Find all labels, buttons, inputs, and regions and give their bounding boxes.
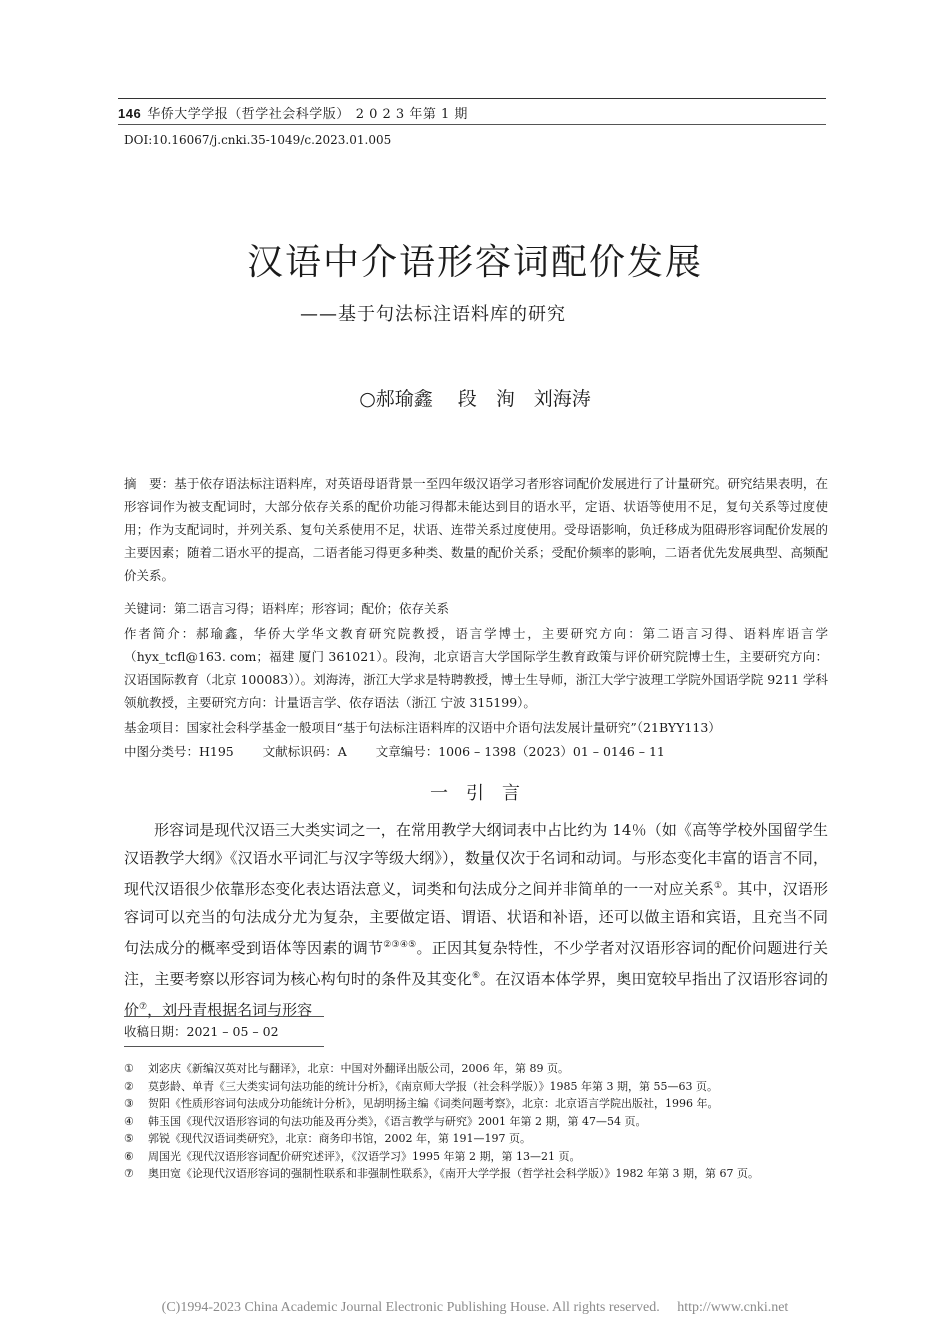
para-seg-2: 。其中，汉语形容词可以充当的句法成分尤为复杂，主要做定语、谓语、状语和补语，还可以做主语和宾语，且充当不同句法成分的概率受到语体等因素的调节 <box>124 880 828 957</box>
journal-name: 华侨大学学报（哲学社会科学版） <box>147 107 350 122</box>
footnote-item <box>124 1130 828 1148</box>
footnote-text: 贺阳《性质形容词句法成分功能统计分析》，见胡明扬主编《词类问题考察》，北京：北京语言学院出版社，1996 年。 <box>148 1097 719 1110</box>
footnote-ref-6[interactable]: ⑥ <box>471 971 481 981</box>
footnote-rule-2 <box>124 1046 324 1047</box>
footnote-marker: ① <box>124 1062 134 1075</box>
para-seg-3: 。正因其复杂特性，不少学者对汉语形容词的配价问题进行关注，主要考察以形容词为核心构句时的条件及其变化 <box>124 939 828 988</box>
footnote-marker: ② <box>124 1079 134 1093</box>
footnote-item <box>124 1060 828 1078</box>
footnote-list <box>124 1060 828 1183</box>
footnote-ref-1[interactable]: ① <box>714 881 723 891</box>
footnote-marker: ⑤ <box>124 1132 134 1145</box>
para-seg-1: 形容词是现代汉语三大类实词之一，在常用教学大纲词表中占比约为 14％（如《高等学校外国留学生汉语教学大纲》《汉语水平词汇与汉字等级大纲》），数量仅次于名词和动词。与形态变化丰富的语言不同，现代汉语很少依靠形态变化表达语法意义，词类和句法成分之间并非简单的一一对应关系 <box>124 821 828 898</box>
keywords-text: 第二语言习得；语料库；形容词；配价；依存关系 <box>174 601 450 616</box>
footnote-ref-7[interactable]: ⑦ <box>139 1002 148 1012</box>
header-rule <box>118 124 826 125</box>
footnote-marker: ⑥ <box>124 1149 134 1163</box>
received-date: 收稿日期：2021 – 05 – 02 <box>124 1024 279 1039</box>
page-number: 146 <box>118 106 142 121</box>
keywords <box>124 597 828 620</box>
para-seg-4: 。在汉语本体学界，奥田宽较早指出了汉语形容词的价 <box>124 970 828 1019</box>
doi[interactable]: DOI:10.16067/j.cnki.35-1049/c.2023.01.005 <box>124 133 392 147</box>
footnote-marker: ④ <box>124 1114 134 1128</box>
top-rule <box>118 98 826 99</box>
footnote-item <box>124 1095 828 1113</box>
footnote-text: 周国光《现代汉语形容词配价研究述评》，《汉语学习》1995 年第 2 期，第 13—21 页。 <box>148 1149 581 1163</box>
copyright-watermark: (C)1994-2023 China Academic Journal Electronic Publishing House. All rights reserved. http://www.cnki.net <box>161 1300 789 1315</box>
footnote-text: 莫彭龄、单青《三大类实词句法功能的统计分析》，《南京师大学报（社会科学版）》1985 年第 3 期，第 55—63 页。 <box>148 1079 718 1093</box>
bio-text: 郝瑜鑫，华侨大学华文教育研究院教授，语言学博士，主要研究方向：第二语言习得、语料库语言学（hyx_tcfl@163. com；福建 厦门 361021）。段洵，北京语言大学国际学生教育政策与评价研究院博士生，主要研究方向：汉语国际教育（北京 100083））。刘海涛，浙江大学求是特聘教授，博士生导师，浙江大学宁波理工学院外国语学院 9211 学科领航教授，主要研究方向：计量语言学、依存语法（浙江 宁波 315199）。 <box>124 626 828 710</box>
abstract <box>124 472 828 587</box>
footnote-text: 奥田宽《论现代汉语形容词的强制性联系和非强制性联系》，《南开大学学报（哲学社会科学版）》1982 年第 3 期，第 67 页。 <box>148 1167 759 1180</box>
fund-text: 国家社会科学基金一般项目“基于句法标注语料库的汉语中介语句法发展计量研究”（21BYY113） <box>186 720 721 735</box>
footnote-item <box>124 1165 828 1183</box>
article-subtitle: ——基于句法标注语料库的研究 <box>300 304 566 325</box>
abstract-label: 摘 要： <box>124 476 175 491</box>
issue-label: 2 0 2 3 年第 1 期 <box>355 107 468 122</box>
footnote-text: 刘宓庆《新编汉英对比与翻译》，北京：中国对外翻译出版公司，2006 年，第 89 页。 <box>148 1062 569 1075</box>
footnote-marker: ⑦ <box>124 1167 134 1180</box>
footnote-item <box>124 1148 828 1166</box>
footnote-text: 韩玉国《现代汉语形容词的句法功能及再分类》，《语言教学与研究》2001 年第 2 期，第 47—54 页。 <box>148 1114 647 1128</box>
keywords-label: 关键词： <box>124 601 175 616</box>
classification-line: 中图分类号：H195 文献标识码：A 文章编号：1006 – 1398（2023）01 – 0146 – 11 <box>124 744 665 759</box>
fund-label: 基金项目： <box>124 720 187 735</box>
footnote-rule <box>124 1016 324 1017</box>
running-head <box>118 103 468 122</box>
footnote-marker: ③ <box>124 1097 134 1110</box>
funding <box>124 716 828 739</box>
body-paragraph <box>124 816 828 1024</box>
author-bio <box>124 622 828 714</box>
author-list: ○郝瑜鑫 段 洵 刘海涛 <box>359 388 591 410</box>
section-heading: 一 引 言 <box>430 783 520 804</box>
footnote-ref-2-5[interactable]: ②③④⑤ <box>383 940 417 950</box>
footnote-item <box>124 1078 828 1096</box>
footnote-text: 郭锐《现代汉语词类研究》，北京：商务印书馆，2002 年，第 191—197 页。 <box>148 1132 531 1145</box>
footnote-item <box>124 1113 828 1131</box>
abstract-text: 基于依存语法标注语料库，对英语母语背景一至四年级汉语学习者形容词配价发展进行了计量研究。研究结果表明，在形容词作为被支配词时，大部分依存关系的配价功能习得都未能达到目的语水平，定语、状语等使用不足，复句关系等过度使用；作为支配词时，并列关系、复句关系使用不足，状语、连带关系过度使用。受母语影响，负迁移成为阻碍形容词配价发展的主要因素；随着二语水平的提高，二语者能习得更多种类、数量的配价关系；受配价频率的影响，二语者优先发展典型、高频配价关系。 <box>124 476 828 583</box>
bio-label: 作者简介： <box>124 626 197 641</box>
article-title: 汉语中介语形容词配价发展 <box>246 242 703 283</box>
para-seg-5: ，刘丹青根据名词与形容 <box>147 1001 313 1019</box>
